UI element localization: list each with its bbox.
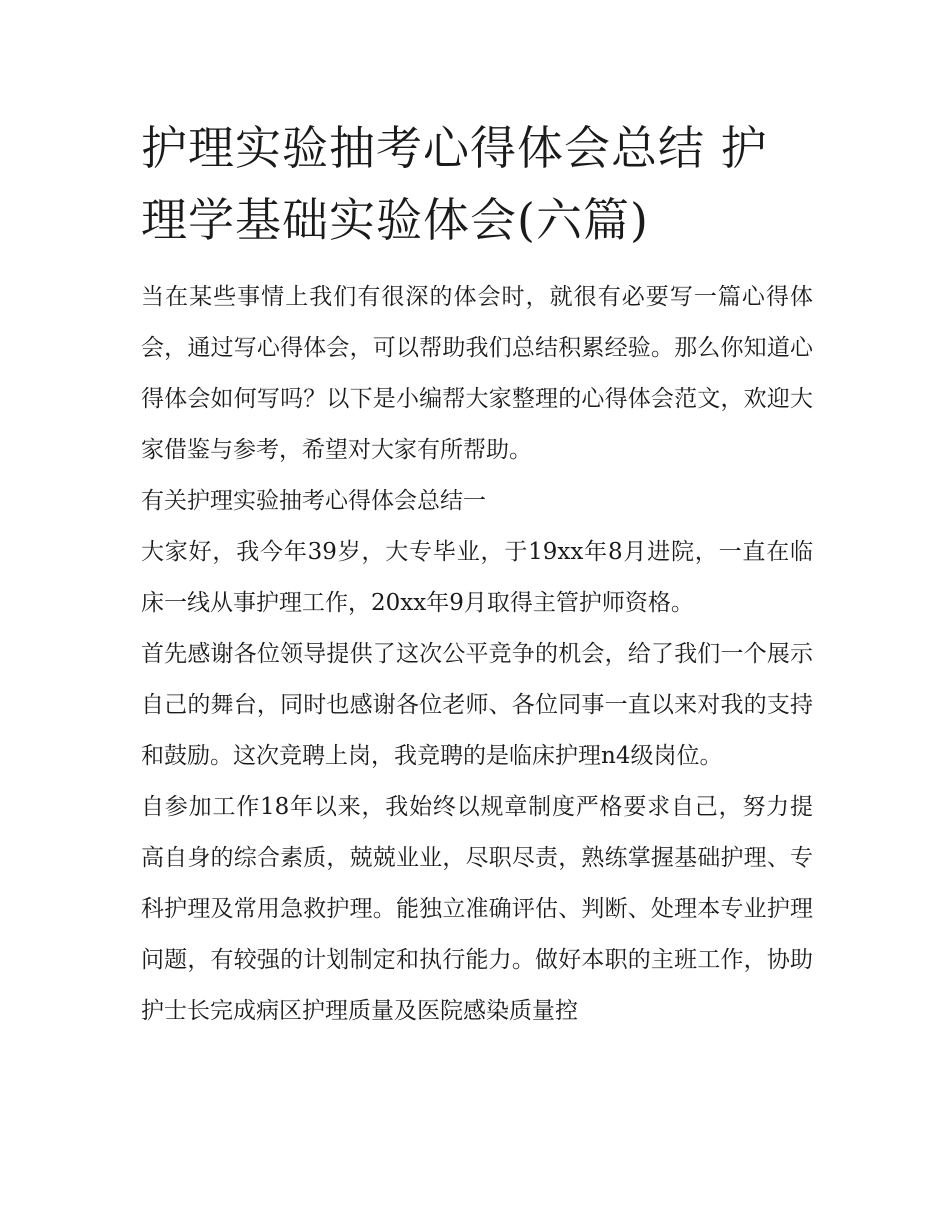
- document-title: 护理实验抽考心得体会总结 护理学基础实验体会(六篇): [141, 121, 768, 247]
- intro-paragraph: 当在某些事情上我们有很深的体会时，就很有必要写一篇心得体会，通过写心得体会，可以帮助我们总结积累经验。那么你知道心得体会如何写吗？以下是小编帮大家整理的心得体会范文，欢迎大家借鉴与参考，希望对大家有所帮助。: [141, 284, 813, 463]
- body-paragraph-1: 大家好，我今年39岁，大专毕业，于19xx年8月进院，一直在临床一线从事护理工作，20xx年9月取得主管护师资格。: [141, 539, 813, 616]
- body-paragraph-3: 自参加工作18年以来，我始终以规章制度严格要求自己，努力提高自身的综合素质，兢兢业业，尽职尽责，熟练掌握基础护理、专科护理及常用急救护理。能独立准确评估、判断、处理本专业护理问题，有较强的计划制定和执行能力。做好本职的主班工作，协助护士长完成病区护理质量及医院感染质量控: [141, 794, 813, 1024]
- document-page: [141, 112, 813, 1037]
- section-heading: 有关护理实验抽考心得体会总结一: [141, 488, 486, 514]
- body-paragraph-2: 首先感谢各位领导提供了这次公平竞争的机会，给了我们一个展示自己的舞台，同时也感谢各位老师、各位同事一直以来对我的支持和鼓励。这次竞聘上岗，我竞聘的是临床护理n4级岗位。: [141, 641, 813, 769]
